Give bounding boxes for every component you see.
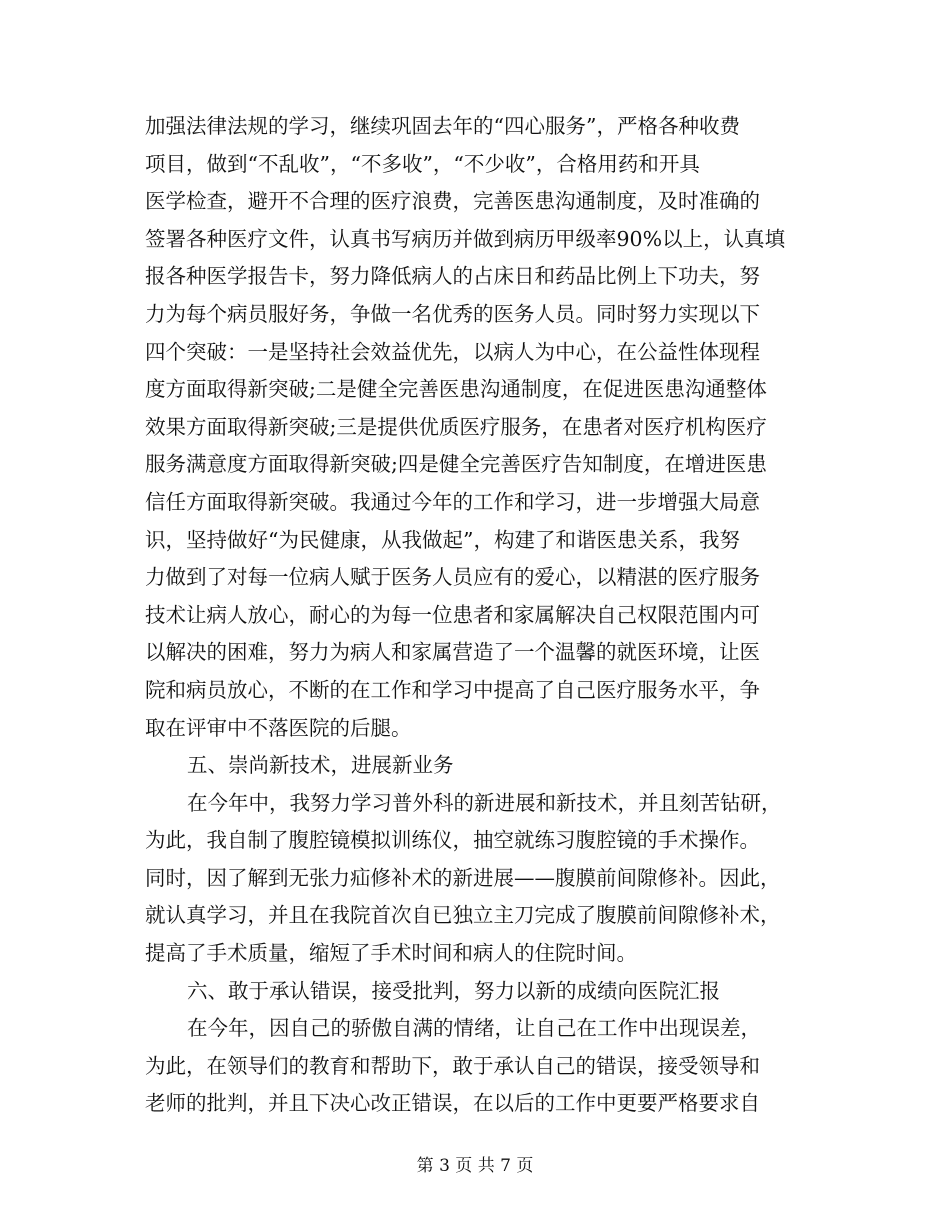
text-line: 院和病员放心，不断的在工作和学习中提高了自己医疗服务水平，争 (145, 677, 760, 702)
page-number-footer: 第 3 页 共 7 页 (416, 1156, 534, 1176)
text-line: 识，坚持做好“为民健康，从我做起”，构建了和谐医患关系，我努 (145, 527, 740, 552)
document-body (145, 108, 810, 1123)
text-line: 加强法律法规的学习，继续巩固去年的“四心服务”，严格各种收费 (145, 114, 740, 138)
text-line: 报各种医学报告卡，努力降低病人的占床日和药品比例上下功夫，努 (145, 264, 760, 289)
text-line: 老师的批判，并且下决心改正错误，在以后的工作中更要严格要求自 (145, 1091, 760, 1116)
text-line: 度方面取得新突破;二是健全完善医患沟通制度，在促进医患沟通整体 (145, 377, 767, 402)
text-line: 力为每个病员服好务，争做一名优秀的医务人员。同时努力实现以下 (145, 301, 760, 326)
text-line: 就认真学习，并且在我院首次自已独立主刀完成了腹膜前间隙修补术， (145, 903, 781, 928)
text-line: 力做到了对每一位病人赋于医务人员应有的爱心，以精湛的医疗服务 (145, 565, 760, 590)
text-line: 为此，我自制了腹腔镜模拟训练仪，抽空就练习腹腔镜的手术操作。 (145, 828, 760, 853)
text-line: 以解决的困难，努力为病人和家属营造了一个温馨的就医环境，让医 (145, 640, 760, 665)
text-line: 信任方面取得新突破。我通过今年的工作和学习，进一步增强大局意 (145, 489, 760, 514)
text-line: 效果方面取得新突破;三是提供优质医疗服务，在患者对医疗机构医疗 (145, 414, 767, 439)
text-line: 在今年，因自己的骄傲自满的情绪，让自己在工作中出现误差， (187, 1016, 761, 1041)
text-line: 同时，因了解到无张力疝修补术的新进展——腹膜前间隙修补。因此， (145, 865, 781, 890)
text-line: 签署各种医疗文件，认真书写病历并做到病历甲级率90%以上，认真填 (145, 226, 786, 251)
text-line: 技术让病人放心，耐心的为每一位患者和家属解决自己权限范围内可 (145, 602, 760, 627)
section-heading: 五、崇尚新技术，进展新业务 (187, 753, 454, 778)
text-line: 项目，做到“不乱收”，“不多收”，“不少收”，合格用药和开具 (145, 151, 700, 176)
text-line: 在今年中，我努力学习普外科的新进展和新技术，并且刻苦钻研， (187, 790, 782, 815)
section-heading: 六、敢于承认错误，接受批判，努力以新的成绩向医院汇报 (187, 978, 720, 1003)
text-line: 为此，在领导们的教育和帮助下，敢于承认自己的错误，接受领导和 (145, 1053, 760, 1078)
text-line: 医学检查，避开不合理的医疗浪费，完善医患沟通制度，及时准确的 (145, 189, 760, 214)
text-line: 取在评审中不落医院的后腿。 (145, 715, 412, 740)
text-line: 四个突破：一是坚持社会效益优先，以病人为中心，在公益性体现程 (145, 339, 760, 364)
text-line: 服务满意度方面取得新突破;四是健全完善医疗告知制度，在增进医患 (145, 452, 767, 477)
text-line: 提高了手术质量，缩短了手术时间和病人的住院时间。 (145, 941, 637, 966)
